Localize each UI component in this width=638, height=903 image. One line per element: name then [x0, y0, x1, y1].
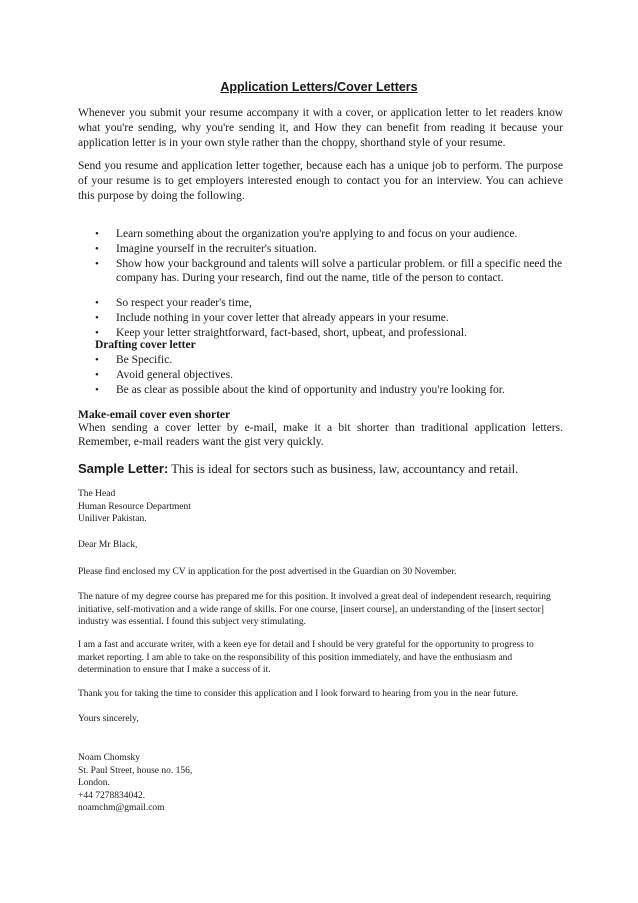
list-item: • Imagine yourself in the recruiter's situation. — [95, 243, 317, 255]
list-item: • Learn something about the organization you're applying to and focus on your audience. — [95, 228, 518, 240]
shorter-heading: Make-email cover even shorter — [78, 409, 231, 421]
signature-line: St. Paul Street, house no. 156, — [78, 765, 193, 776]
list-item: • Avoid general objectives. — [95, 369, 233, 381]
signature-line: Noam Chomsky — [78, 753, 141, 763]
letter-paragraph-1: Please find enclosed my CV in application for the post advertised in the Guardian on 30 November. — [78, 567, 457, 577]
letter-paragraph-3: I am a fast and accurate writer, with a keen eye for detail and I should be very grateful for the opportunity to progress to market reporting. I am able to take on the responsibility of this position immediately, and have the enthusiasm and determination to ensure that I make a success of it. — [78, 640, 534, 675]
sample-letter-intro — [78, 461, 578, 477]
list-item: • Include nothing in your cover letter that already appears in your resume. — [95, 312, 449, 324]
bullet-list-c — [78, 353, 563, 397]
letter-paragraph-4: Thank you for taking the time to consider this application and I look forward to hearing from you in the near future. — [78, 689, 519, 699]
signature-block — [78, 752, 568, 815]
bullet-icon: • — [95, 354, 99, 366]
recipient-line: The Head — [78, 489, 116, 499]
shorter-paragraph: When sending a cover letter by e-mail, make it a bit shorter than traditional application letters. Remember, e-mail readers want the gist very quickly. — [78, 422, 563, 448]
bullet-icon: • — [95, 384, 99, 396]
signature-line: +44 7278834042. — [78, 790, 146, 801]
bullet-icon: • — [95, 297, 99, 309]
intro-paragraph-2: Send you resume and application letter together, because each has a unique job to perform. The purpose of your resume is to get employers interested enough to contact you for an interview. You can achieve this purpose by doing the following. — [78, 160, 563, 202]
bullet-icon: • — [95, 243, 99, 255]
recipient-line: Uniliver Pakistan. — [78, 514, 147, 524]
signature-line: London. — [78, 778, 110, 788]
drafting-heading: Drafting cover letter — [95, 339, 196, 351]
sample-description: This is ideal for sectors such as business, law, accountancy and retail. — [168, 462, 519, 476]
salutation: Dear Mr Black, — [78, 540, 138, 550]
bullet-list-a — [78, 227, 563, 285]
recipient-line: Human Resource Department — [78, 501, 191, 512]
list-item: • Show how your background and talents will solve a particular problem. or fill a specific need the company has. During your research, find out the name, title of the person to contact. — [95, 258, 563, 284]
bullet-list-b — [78, 296, 563, 340]
sample-label: Sample Letter: — [78, 461, 169, 476]
page-title: Application Letters/Cover Letters — [220, 80, 418, 94]
bullet-icon: • — [95, 228, 99, 240]
list-item: • Be as clear as possible about the kind of opportunity and industry you're looking for. — [95, 384, 505, 396]
bullet-icon: • — [95, 327, 99, 339]
list-item: • Keep your letter straightforward, fact-based, short, upbeat, and professional. — [95, 327, 467, 339]
bullet-icon: • — [95, 258, 99, 270]
bullet-icon: • — [95, 369, 99, 381]
closing: Yours sincerely, — [78, 714, 139, 724]
list-item: • Be Specific. — [95, 354, 173, 366]
recipient-block — [78, 488, 568, 526]
intro-paragraph-1: Whenever you submit your resume accompany it with a cover, or application letter to let readers know what you're sending, why you're sending it, and How they can benefit from reading it because your application letter is in your own style rather than the choppy, shorthand style of your resume. — [78, 107, 563, 149]
signature-line: noamchm@gmail.com — [78, 803, 165, 813]
list-item: • So respect your reader's time, — [95, 297, 252, 309]
letter-paragraph-2: The nature of my degree course has prepared me for this position. It involved a great deal of independent research, requiring initiative, self-motivation and a wide range of skills. For one course, [insert course], an understanding of the [insert sector] industry was essential. I found this subject very stimulating. — [78, 592, 551, 627]
bullet-icon: • — [95, 312, 99, 324]
